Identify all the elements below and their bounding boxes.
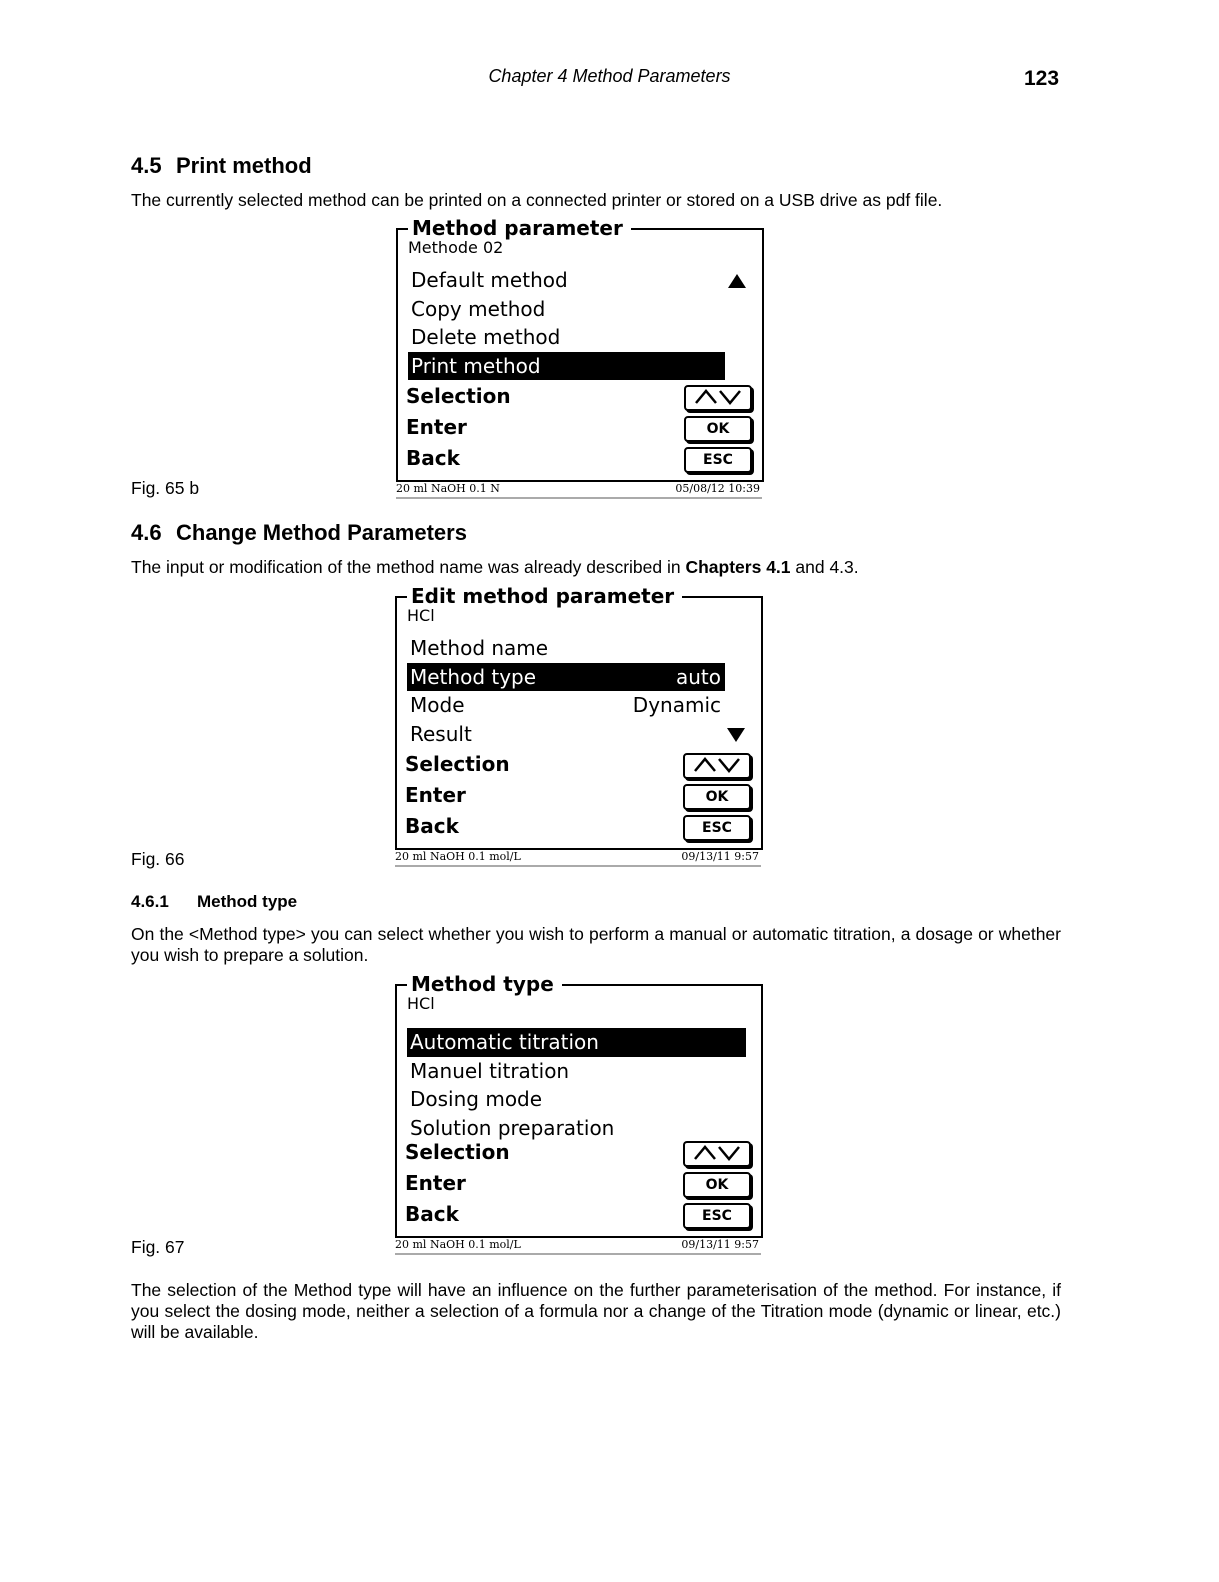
screen-menu: [408, 266, 748, 380]
key-row-enter: [406, 413, 752, 444]
enter-label: Enter: [406, 415, 467, 439]
screen-menu: [407, 1028, 747, 1142]
figure-caption: Fig. 65 b: [131, 478, 200, 498]
section-4-5-text: The currently selected method can be printed on a connected printer or stored on a USB drive as pdf file.: [131, 190, 943, 210]
screen-title: Method type: [407, 972, 562, 996]
mode-value: Dynamic: [632, 693, 721, 717]
up-down-button[interactable]: [683, 753, 751, 779]
menu-item-result[interactable]: Result: [407, 720, 747, 749]
screen-method-type: [395, 972, 763, 1256]
closing-paragraph: The selection of the Method type will have an influence on the further parameterisation of the method. For instance, if you select the dosing mode, neither a selection of a formula nor a change of the Titration mode (dynamic or linear, etc.) will be available.: [131, 1280, 1061, 1342]
subsection-number: 4.6.1: [131, 892, 169, 911]
menu-item-print-method[interactable]: Print method: [408, 352, 725, 381]
screen-subtitle: HCl: [407, 994, 435, 1013]
figure-caption: Fig. 67: [131, 1237, 185, 1257]
menu-item-dosing-mode[interactable]: Dosing mode: [410, 1087, 543, 1111]
screen-subtitle: Methode 02: [408, 238, 504, 257]
menu-item-default-method[interactable]: Default method: [408, 266, 748, 295]
esc-button[interactable]: ESC: [684, 447, 752, 473]
screen-title: Method parameter: [408, 216, 631, 240]
key-row-enter: [405, 781, 751, 812]
section-number: 4.6: [131, 520, 162, 545]
status-datetime: 05/08/12 10:39: [675, 482, 760, 495]
selection-label: Selection: [406, 384, 511, 408]
menu-item-automatic-titration[interactable]: Automatic titration: [407, 1028, 746, 1057]
menu-item-solution-preparation[interactable]: Solution preparation: [410, 1115, 615, 1140]
page-number: 123: [1024, 67, 1060, 90]
method-type-value: auto: [675, 664, 721, 689]
back-label: Back: [405, 814, 459, 838]
menu-item-method-name[interactable]: Method name: [410, 636, 549, 660]
key-row-back: [405, 1200, 751, 1231]
section-number: 4.5: [131, 153, 162, 178]
enter-label: Enter: [405, 1171, 466, 1195]
section-title: Print method: [176, 153, 312, 178]
up-down-button[interactable]: [683, 1141, 751, 1167]
running-header: Chapter 4 Method Parameters: [488, 66, 731, 86]
key-row-enter: [405, 1169, 751, 1200]
esc-button[interactable]: ESC: [683, 815, 751, 841]
figure-caption: Fig. 66: [131, 849, 185, 869]
key-row-selection: [406, 382, 752, 413]
menu-item-mode[interactable]: Mode Dynamic: [410, 693, 721, 717]
status-bar: [396, 482, 762, 499]
key-row-selection: [405, 750, 751, 781]
key-row-selection: [405, 1138, 751, 1169]
up-down-arrows-icon: [692, 388, 744, 406]
ok-button[interactable]: OK: [683, 1172, 751, 1198]
enter-label: Enter: [405, 783, 466, 807]
section-heading-4-6: [131, 520, 467, 546]
screen-edit-method-parameter: [395, 584, 763, 868]
menu-item-delete-method[interactable]: Delete method: [411, 325, 561, 349]
scroll-up-icon: [728, 274, 746, 288]
screen-title: Edit method parameter: [407, 584, 682, 608]
esc-button[interactable]: ESC: [683, 1203, 751, 1229]
screen-keys: [405, 1138, 751, 1231]
menu-item-copy-method[interactable]: Copy method: [411, 296, 546, 321]
status-reagent: 20 ml NaOH 0.1 mol/L: [395, 850, 521, 863]
status-datetime: 09/13/11 9:57: [681, 850, 759, 863]
menu-item-manuel-titration[interactable]: Manuel titration: [410, 1058, 570, 1083]
status-bar: [395, 1238, 761, 1255]
key-row-back: [406, 444, 752, 475]
screen-menu: [407, 634, 747, 748]
status-datetime: 09/13/11 9:57: [681, 1238, 759, 1251]
section-heading-4-5: [131, 153, 312, 179]
selection-label: Selection: [405, 752, 510, 776]
section-4-6-text: The input or modification of the method name was already described in Chapters 4.1 and 4.3.: [131, 557, 859, 577]
ok-button[interactable]: OK: [683, 784, 751, 810]
scroll-down-icon: [727, 728, 745, 742]
chapter-reference: Chapters 4.1: [685, 557, 791, 577]
screen-subtitle: HCl: [407, 606, 435, 625]
subsection-heading-4-6-1: [131, 892, 297, 912]
status-reagent: 20 ml NaOH 0.1 N: [396, 482, 500, 495]
up-down-button[interactable]: [684, 385, 752, 411]
screen-keys: [405, 750, 751, 843]
selection-label: Selection: [405, 1140, 510, 1164]
status-reagent: 20 ml NaOH 0.1 mol/L: [395, 1238, 521, 1251]
subsection-4-6-1-text: On the <Method type> you can select whether you wish to perform a manual or automatic titration, a dosage or whether you wish to prepare a solution.: [131, 924, 1061, 965]
key-row-back: [405, 812, 751, 843]
status-bar: [395, 850, 761, 867]
screen-method-parameter: [396, 216, 764, 500]
subsection-title: Method type: [197, 892, 298, 911]
section-title: Change Method Parameters: [176, 520, 467, 545]
back-label: Back: [406, 446, 460, 470]
up-down-arrows-icon: [691, 756, 743, 774]
back-label: Back: [405, 1202, 459, 1226]
screen-keys: [406, 382, 752, 475]
menu-item-method-type[interactable]: Method type auto: [407, 663, 725, 692]
up-down-arrows-icon: [691, 1144, 743, 1162]
ok-button[interactable]: OK: [684, 416, 752, 442]
